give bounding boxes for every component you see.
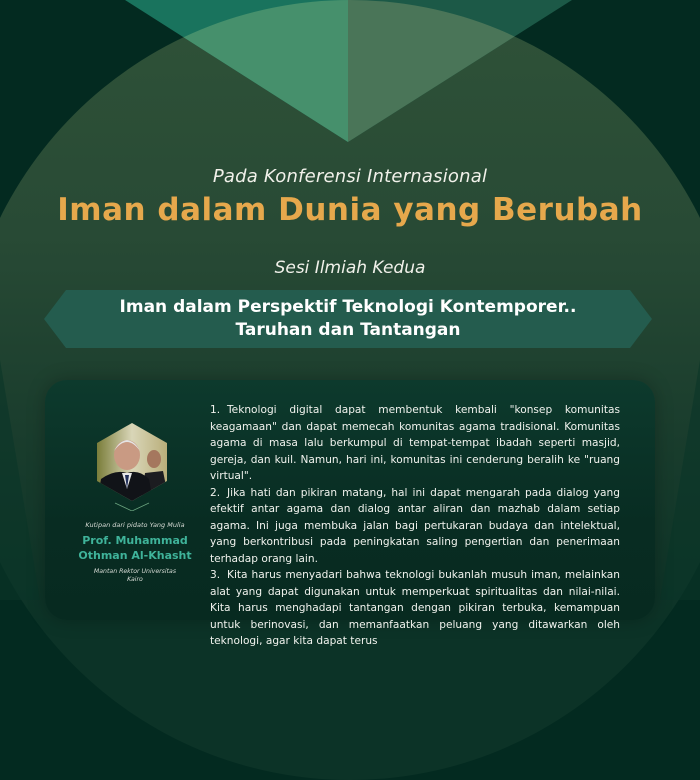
point-number: 2. [210, 486, 221, 499]
topic-line-2: Taruhan dan Tantangan [235, 320, 461, 340]
topic-banner [44, 296, 652, 342]
topic-line-1: Iman dalam Perspektif Teknologi Kontemporer.. [119, 297, 577, 317]
quote-points-list [210, 402, 620, 650]
point-number: 1. [210, 404, 221, 416]
point-text: Teknologi digital dapat membentuk kembali "konsep komunitas keagamaan" dan dapat memecah komunitas agama tradisional. Komunitas agama di masa lalu berkumpul di tempat-tempat ibadah seperti masjid, gereja, dan kuil. Namun, hari ini, komunitas ini cenderung beralih ke "ruang virtual". [210, 404, 620, 482]
speaker-caption: Kutipan dari pidato Yang Mulia [85, 521, 185, 529]
conference-title: Iman dalam Dunia yang Berubah [57, 192, 643, 228]
speaker-portrait-icon [97, 423, 167, 511]
list-item [210, 402, 620, 485]
point-number: 3. [210, 569, 221, 581]
speaker-name-line-2: Othman Al-Khasht [78, 549, 192, 562]
list-item [210, 485, 620, 568]
session-label: Sesi Ilmiah Kedua [274, 258, 426, 278]
speaker-role-line-1: Mantan Rektor Universitas [93, 568, 177, 575]
speaker-name [60, 533, 210, 563]
point-text: Kita harus menyadari bahwa teknologi bukanlah musuh iman, melainkan alat yang dapat digunakan untuk memperkuat spiritualitas dan nilai-nilai. Kita harus menghadapi tantangan dengan pikiran terbuka, kemampuan untuk berinovasi, dan memanfaatkan peluang yang ditawarkan oleh teknologi, agar kita dapat terus [210, 569, 620, 647]
speaker-role-line-2: Kairo [127, 576, 143, 583]
conference-pretitle: Pada Konferensi Internasional [212, 166, 488, 187]
speaker-role [60, 568, 210, 584]
point-text: Jika hati dan pikiran matang, hal ini dapat mengarah pada dialog yang efektif antar agama dan dialog antar aliran dan mazhab dalam setiap agama. Ini juga membuka jalan bagi pertukaran budaya dan intelektual, yang berkontribusi pada peningkatan saling pengertian dan penerimaan terhadap orang lain. [210, 486, 620, 565]
speaker-name-line-1: Prof. Muhammad [82, 534, 188, 547]
list-item [210, 567, 620, 650]
